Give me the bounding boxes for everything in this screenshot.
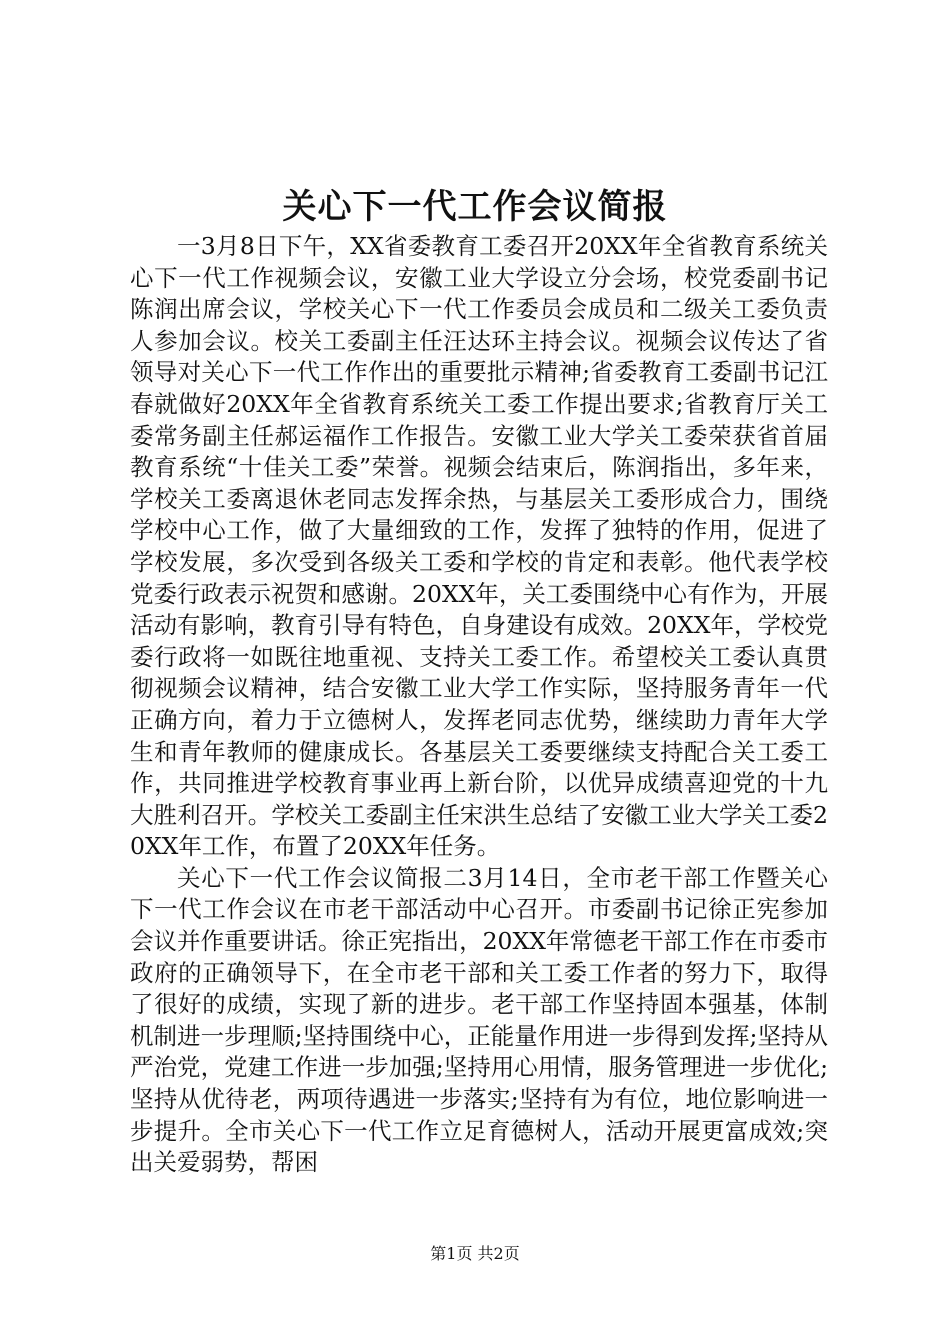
page-number: 第1页 共2页 bbox=[430, 1244, 520, 1263]
document-body bbox=[130, 231, 828, 1179]
paragraph-2: 关心下一代工作会议简报二3月14日，全市老干部工作暨关心下一代工作会议在市老干部活动中心召开。市委副书记徐正宪参加会议并作重要讲话。徐正宪指出，20XX年常德老干部工作在市委市政府的正确领导下，在全市老干部和关工委工作者的努力下，取得了很好的成绩，实现了新的进步。老干部工作坚持固本强基，体制机制进一步理顺;坚持围绕中心，正能量作用进一步得到发挥;坚持从严治党，党建工作进一步加强;坚持用心用情，服务管理进一步优化;坚持从优待老，两项待遇进一步落实;坚持有为有位，地位影响进一步提升。全市关心下一代工作立足育德树人，活动开展更富成效;突出关爱弱势，帮困 bbox=[130, 863, 828, 1177]
document-title: 关心下一代工作会议简报 bbox=[282, 187, 668, 227]
paragraph-1: 一3月8日下午，XX省委教育工委召开20XX年全省教育系统关心下一代工作视频会议，安徽工业大学设立分会场，校党委副书记陈润出席会议，学校关心下一代工作委员会成员和二级关工委负责人参加会议。校关工委副主任汪达环主持会议。视频会议传达了省领导对关心下一代工作作出的重要批示精神;省委教育工委副书记江春就做好20XX年全省教育系统关工委工作提出要求;省教育厅关工委常务副主任郝运福作工作报告。安徽工业大学关工委荣获省首届教育系统“十佳关工委”荣誉。视频会结束后，陈润指出，多年来，学校关工委离退休老同志发挥余热，与基层关工委形成合力，围绕学校中心工作，做了大量细致的工作，发挥了独特的作用，促进了学校发展，多次受到各级关工委和学校的肯定和表彰。他代表学校党委行政表示祝贺和感谢。20XX年，关工委围绕中心有作为，开展活动有影响，教育引导有特色，自身建设有成效。20XX年，学校党委行政将一如既往地重视、支持关工委工作。希望校关工委认真贯彻视频会议精神，结合安徽工业大学工作实际，坚持服务青年一代正确方向，着力于立德树人，发挥老同志优势，继续助力青年大学生和青年教师的健康成长。各基层关工委要继续支持配合关工委工作，共同推进学校教育事业再上新台阶，以优异成绩喜迎党的十九大胜利召开。学校关工委副主任宋洪生总结了安徽工业大学关工委20XX年工作，布置了20XX年任务。 bbox=[130, 232, 828, 861]
